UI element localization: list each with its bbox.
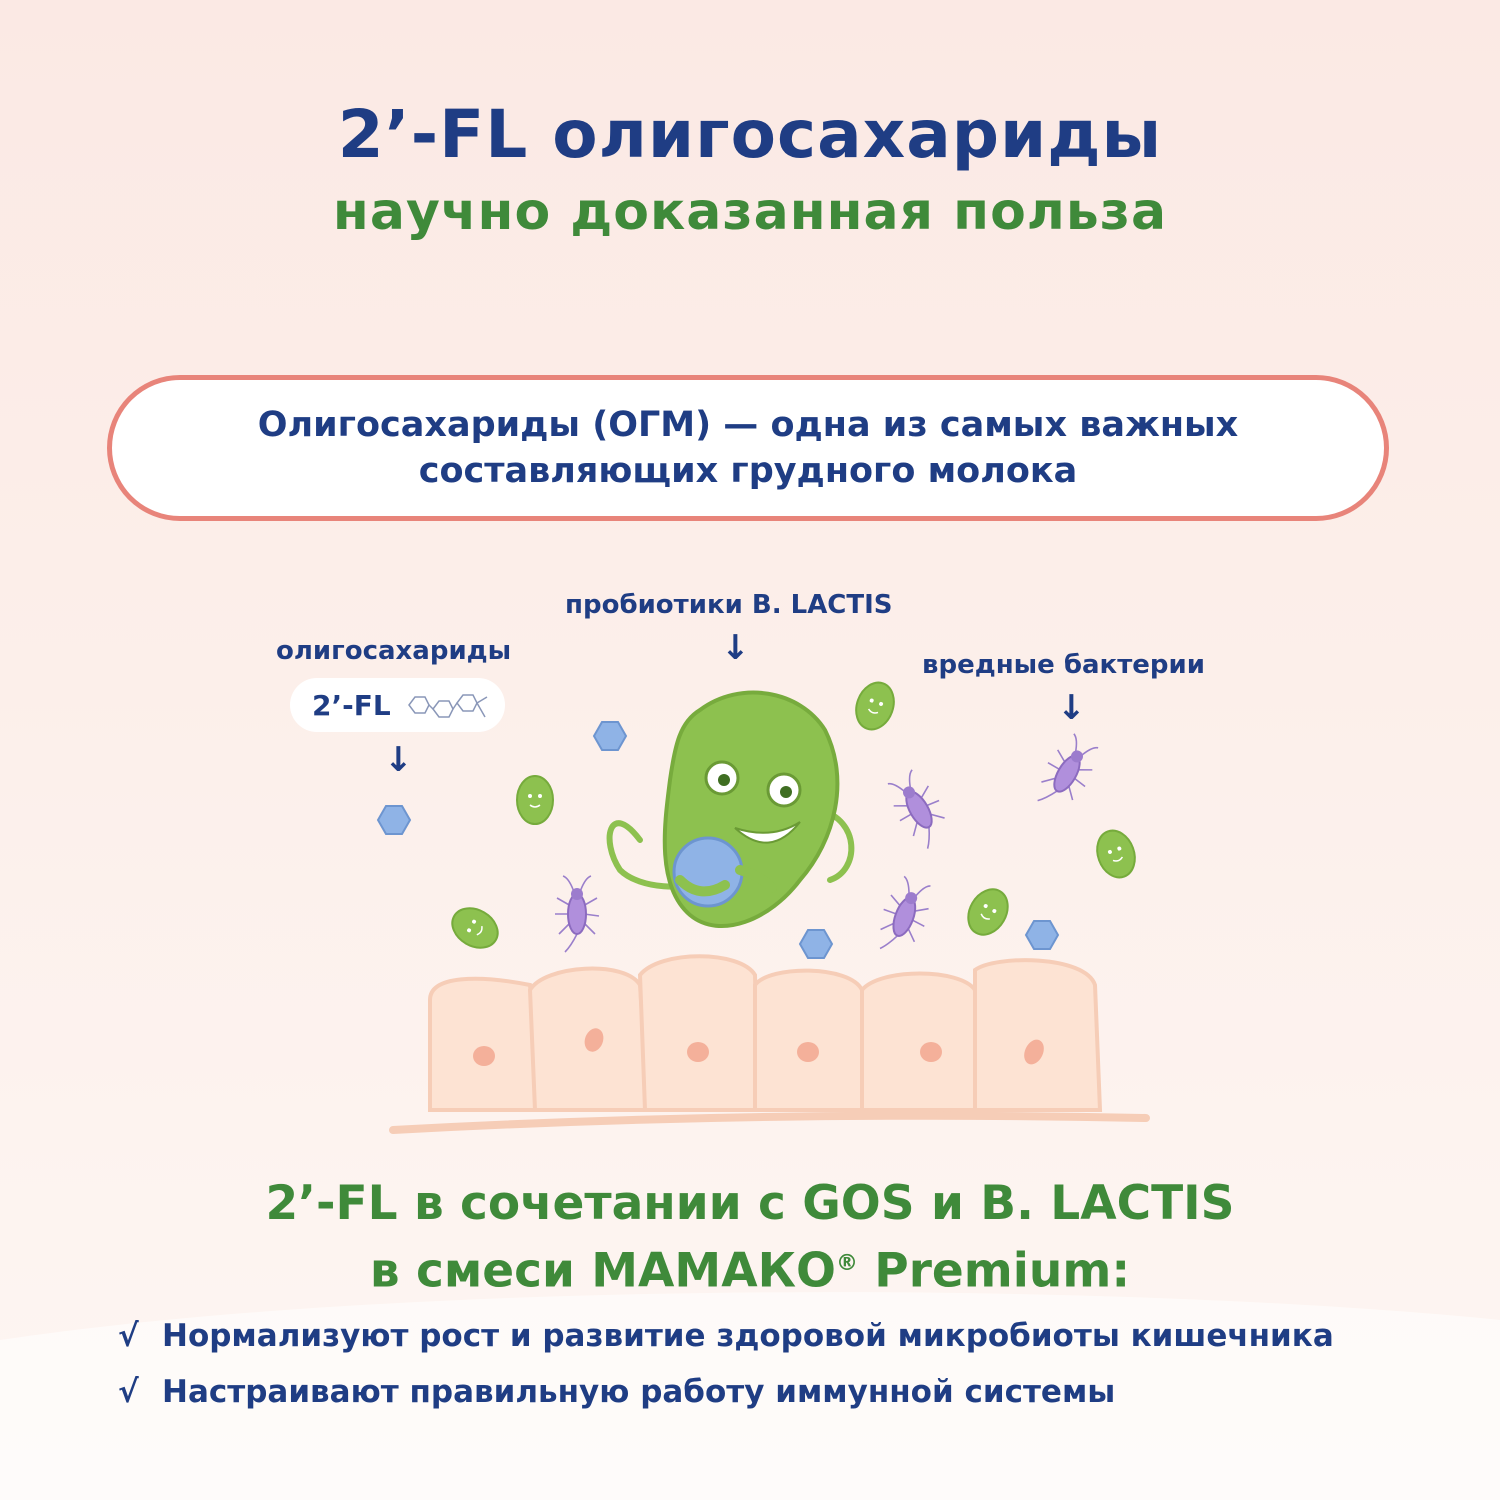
summary-title-prefix: в смеси МАМАКО	[369, 1243, 836, 1299]
harmful-bacterium	[881, 766, 957, 854]
page-subtitle: научно доказанная польза	[332, 182, 1168, 242]
oligosaccharide-hexagon	[378, 806, 410, 834]
summary-title-line-2	[0, 1234, 1500, 1302]
benefit-item	[118, 1374, 1115, 1410]
summary-title	[0, 1174, 1500, 1302]
probiotic-bacterium	[1091, 825, 1141, 882]
check-icon: √	[118, 1374, 139, 1410]
label-oligosaccharides: олигосахариды	[276, 636, 512, 666]
label-harmful-bacteria: вредные бактерии	[922, 650, 1205, 680]
probiotic-bacterium	[517, 776, 553, 824]
probiotic-bacterium	[445, 900, 505, 955]
oligosaccharide-hexagon	[594, 722, 626, 750]
harmful-bacterium	[871, 874, 938, 960]
arrow-oligo: ↓	[384, 740, 413, 780]
info-pill	[107, 375, 1389, 521]
label-probiotics: пробиотики B. LACTIS	[565, 590, 893, 620]
arrow-bacteria: ↓	[1057, 688, 1086, 728]
benefit-text: Нормализуют рост и развитие здоровой микробиоты кишечника	[162, 1318, 1334, 1354]
intestinal-cells	[393, 956, 1146, 1130]
summary-title-line-1: 2’-FL в сочетании с GOS и B. LACTIS	[265, 1176, 1235, 1231]
probiotic-bacterium	[960, 882, 1015, 942]
arrow-probiotics: ↓	[721, 628, 750, 668]
probiotic-bacterium	[850, 677, 900, 734]
registered-mark: ®	[835, 1251, 858, 1276]
page-title: 2’-FL олигосахариды	[337, 96, 1163, 173]
check-icon: √	[118, 1318, 139, 1354]
info-pill-line-2: составляющих грудного молока	[418, 451, 1078, 491]
fl-badge-text: 2’-FL	[312, 688, 391, 722]
oligosaccharide-hexagon	[800, 930, 832, 958]
oligosaccharide-hexagon	[1026, 921, 1058, 949]
benefit-item	[118, 1318, 1334, 1354]
info-pill-line-1: Олигосахариды (ОГМ) — одна из самых важных	[257, 405, 1239, 445]
gut-illustration	[0, 560, 1500, 1160]
harmful-bacterium	[1029, 730, 1105, 818]
summary-title-suffix: Premium:	[857, 1243, 1131, 1299]
harmful-bacterium	[555, 876, 599, 952]
probiotic-mascot	[610, 693, 852, 926]
benefit-text: Настраивают правильную работу иммунной системы	[162, 1374, 1116, 1410]
